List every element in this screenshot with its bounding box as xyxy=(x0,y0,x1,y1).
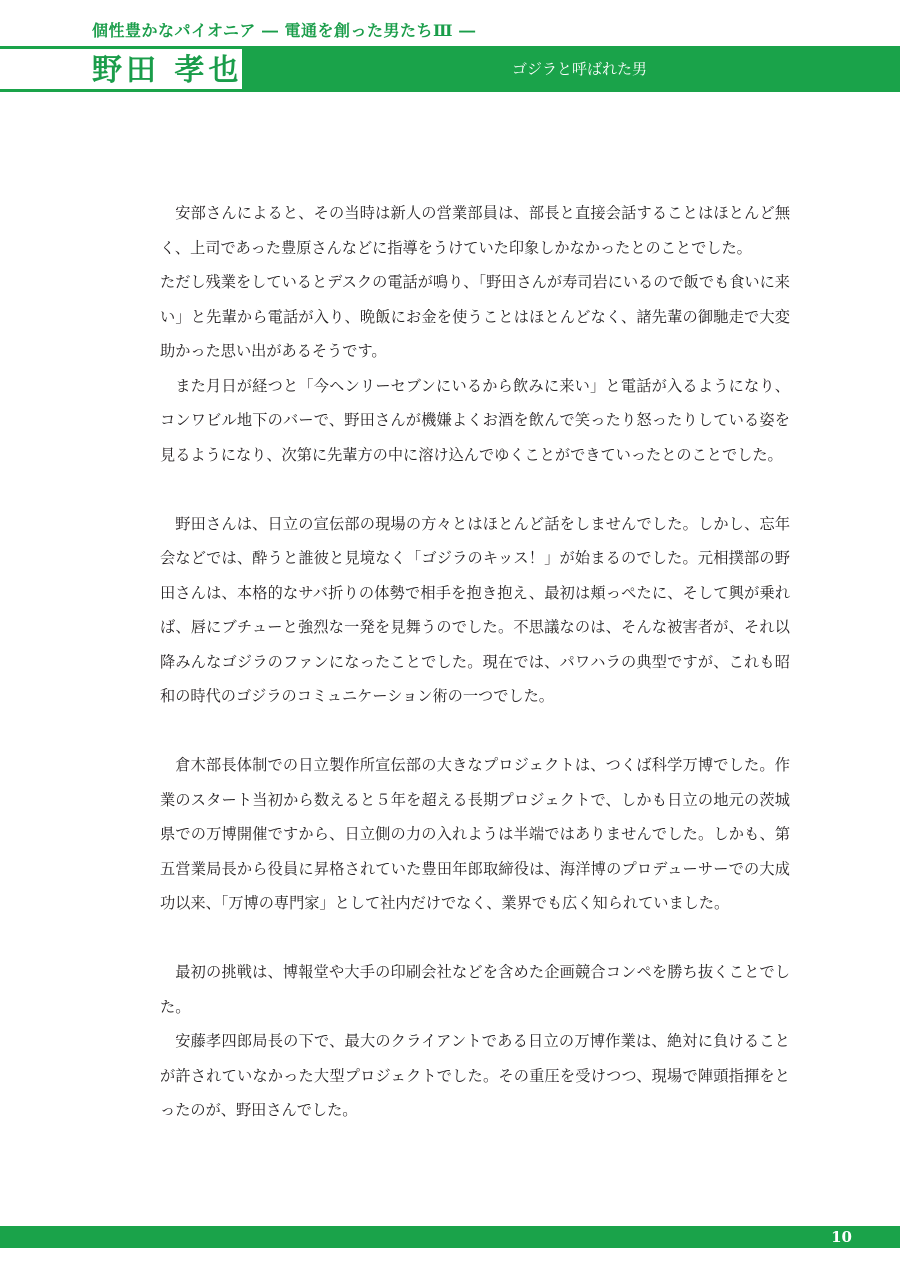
series-title: 個性豊かなパイオニア ― 電通を創った男たちⅢ ― xyxy=(92,21,476,40)
person-name: 野田 孝也 xyxy=(92,53,243,88)
paragraph: 最初の挑戦は、博報堂や大手の印刷会社などを含めた企画競合コンペを勝ち抜くことでした。 xyxy=(160,963,790,1016)
page-number: 10 xyxy=(831,1228,852,1246)
name-box xyxy=(0,46,245,92)
header-bar xyxy=(0,46,900,92)
paragraph: 倉木部長体制での日立製作所宣伝部の大きなプロジェクトは、つくば科学万博でした。作業のスタート当初から数えると５年を超える長期プロジェクトで、しかも日立の地元の茨城県での万博開催ですから、日立側の力の入れようは半端ではありませんでした。しかも、第五営業局長から役員に昇格されていた豊田年郎取締役は、海洋博のプロデューサーでの大成功以来、「万博の専門家」として社内だけでなく、業界でも広く知られていました。 xyxy=(160,756,790,912)
paragraph-gap xyxy=(160,714,790,749)
article-subtitle: ゴジラと呼ばれた男 xyxy=(512,60,648,78)
footer-bar xyxy=(0,1226,900,1248)
paragraph: 安藤孝四郎局長の下で、最大のクライアントである日立の万博作業は、絶対に負けることが許されていなかった大型プロジェクトでした。その重圧を受けつつ、現場で陣頭指揮をとったのが、野田さんでした。 xyxy=(160,1032,790,1119)
paragraph: ただし残業をしているとデスクの電話が鳴り、「野田さんが寿司岩にいるので飯でも食いに来い」と先輩から電話が入り、晩飯にお金を使うことはほとんどなく、諸先輩の御馳走で大変助かった思い出があるそうです。 xyxy=(160,273,790,360)
paragraph: 安部さんによると、その当時は新人の営業部員は、部長と直接会話することはほとんど無く、上司であった豊原さんなどに指導をうけていた印象しかなかったとのことでした。 xyxy=(160,204,790,257)
article-body xyxy=(160,196,790,1128)
paragraph-gap xyxy=(160,472,790,507)
paragraph: 野田さんは、日立の宣伝部の現場の方々とはほとんど話をしませんでした。しかし、忘年会などでは、酔うと誰彼と見境なく「ゴジラのキッス！」が始まるのでした。元相撲部の野田さんは、本格的なサバ折りの体勢で相手を抱き抱え、最初は頬っぺたに、そして興が乗れば、唇にブチューと強烈な一発を見舞うのでした。不思議なのは、そんな被害者が、それ以降みんなゴジラのファンになったことでした。現在では、パワハラの典型ですが、これも昭和の時代のゴジラのコミュニケーション術の一つでした。 xyxy=(160,514,790,705)
paragraph-gap xyxy=(160,921,790,956)
header-green-block xyxy=(245,46,900,92)
paragraph: また月日が経つと「今ヘンリーセブンにいるから飲みに来い」と電話が入るようになり、コンワビル地下のバーで、野田さんが機嫌よくお酒を飲んで笑ったり怒ったりしている姿を見るようになり、次第に先輩方の中に溶け込んでゆくことができていったとのことでした。 xyxy=(160,376,790,464)
